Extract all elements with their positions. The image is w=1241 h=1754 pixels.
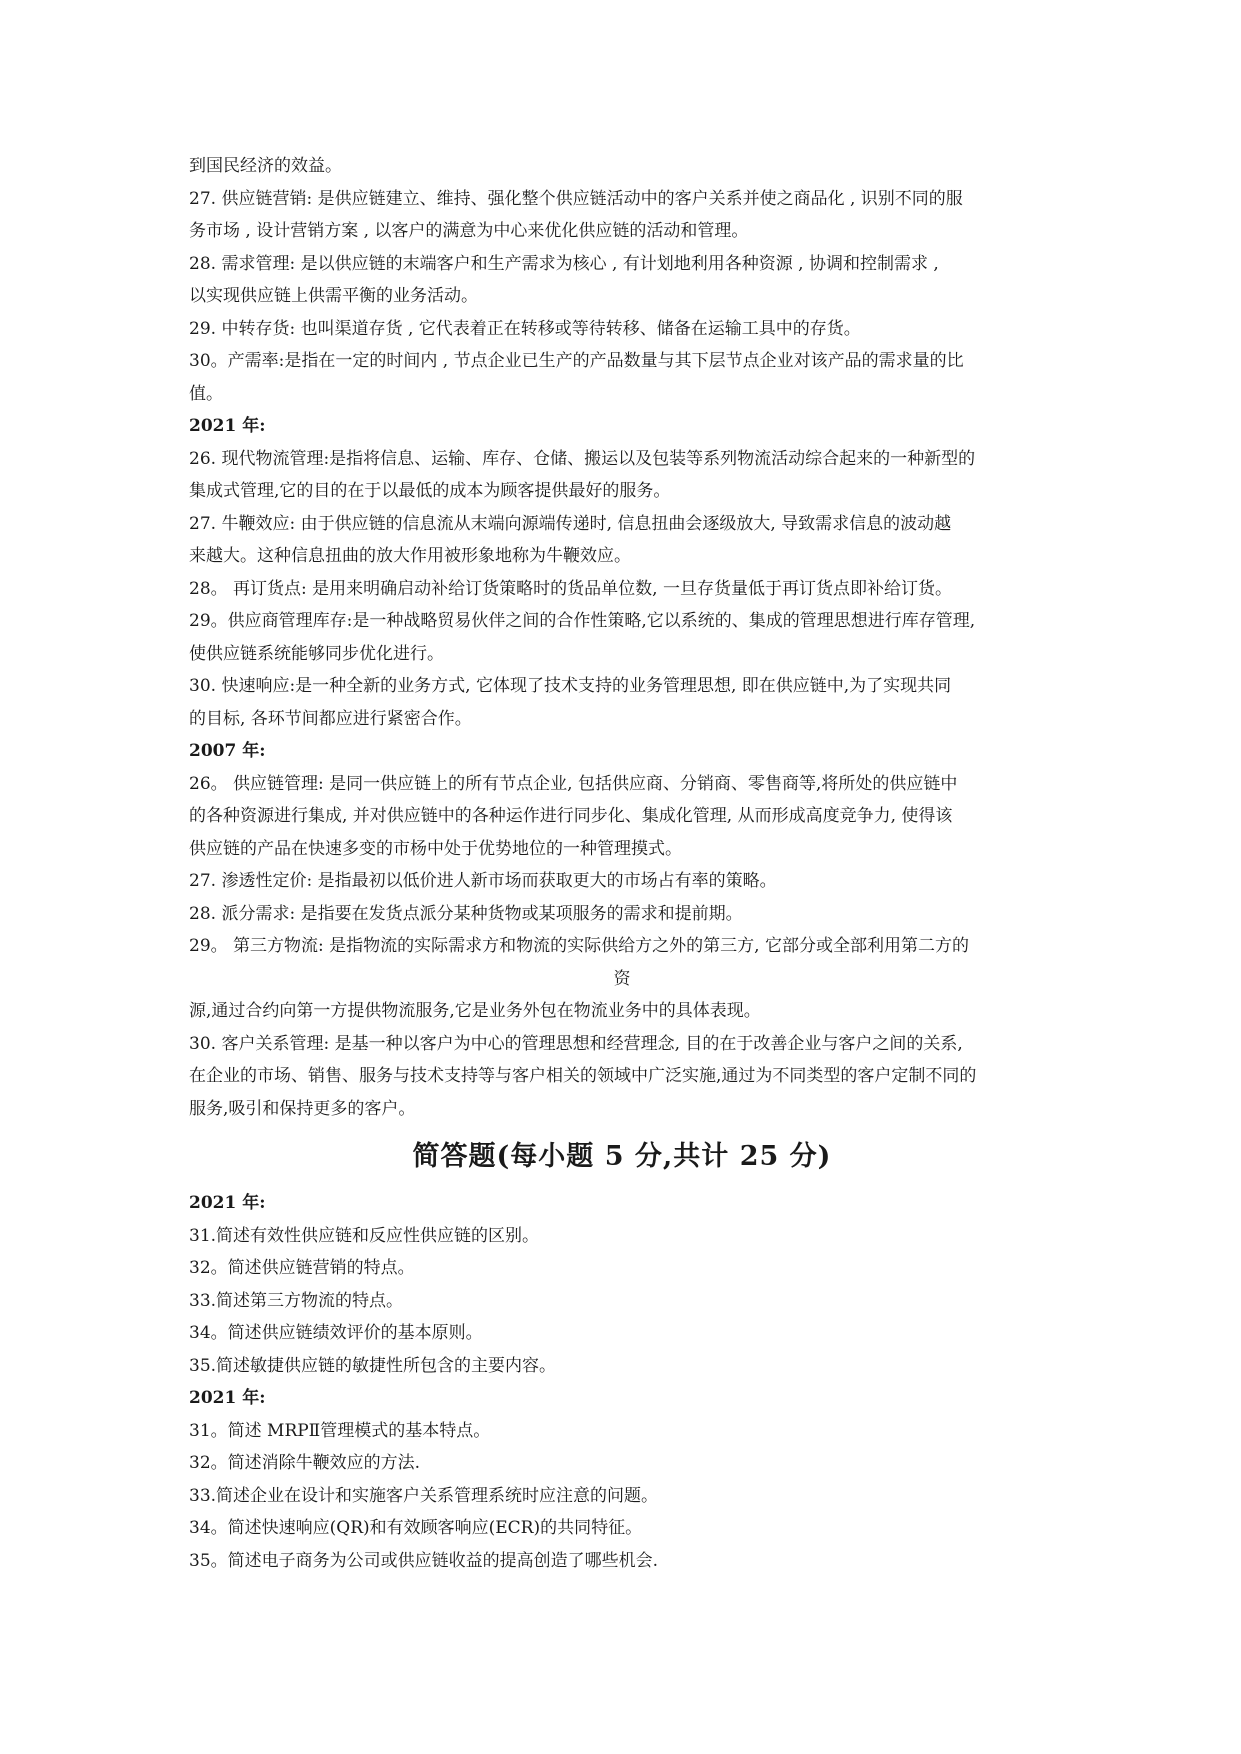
document-body (189, 150, 1055, 1577)
year-heading: 2007 年: (189, 741, 266, 761)
year-heading: 2021 年: (189, 1388, 266, 1408)
text-line: 以实现供应链上供需平衡的业务活动。 (189, 286, 478, 306)
text-line: 27. 供应链营销: 是供应链建立、维持、强化整个供应链活动中的客户关系并使之商品化 , 识别不同的服 (189, 188, 963, 209)
text-line: 值。 (189, 383, 223, 404)
text-line: 30。产需率:是指在一定的时间内 , 节点企业已生产的产品数量与其下层节点企业对该产品的需求量的比 (189, 351, 964, 371)
text-line: 服务,吸引和保持更多的客户。 (189, 1098, 416, 1119)
wrapped-character: 资 (613, 968, 631, 989)
question-item: 33.简述第三方物流的特点。 (189, 1290, 404, 1311)
question-item: 32。简述供应链营销的特点。 (189, 1258, 415, 1278)
text-line: 29。供应商管理库存:是一种战略贸易伙伴之间的合作性策略,它以系统的、集成的管理思想进行库存管理, (189, 611, 976, 631)
text-line: 29. 中转存货: 也叫渠道存货 , 它代表着正在转移或等待转移、储备在运输工具中的存货。 (189, 318, 861, 339)
text-line: 28. 需求管理: 是以供应链的末端客户和生产需求为核心 , 有计划地利用各种资源 , 协调和控制需求 , (189, 253, 939, 274)
text-line: 26. 现代物流管理:是指将信息、运输、库存、仓储、搬运以及包装等系列物流活动综合起来的一种新型的 (189, 448, 976, 469)
text-line: 27. 渗透性定价: 是指最初以低价进人新市场而获取更大的市场占有率的策略。 (189, 871, 777, 891)
question-item: 34。简述快速响应(QR)和有效顾客响应(ECR)的共同特征。 (189, 1518, 643, 1538)
text-line: 供应链的产品在快速多变的市杨中处于优势地位的一种管理摸式。 (189, 838, 682, 859)
text-line: 到国民经济的效益。 (189, 156, 342, 176)
text-line: 务市场 , 设计营销方案 , 以客户的满意为中心来优化供应链的活动和管理。 (189, 221, 749, 241)
year-heading: 2021 年: (189, 1193, 266, 1213)
question-item: 33.简述企业在设计和实施客户关系管理系统时应注意的问题。 (189, 1485, 659, 1506)
text-line: 使供应链系统能够同步优化进行。 (189, 643, 444, 664)
year-heading: 2021 年: (189, 416, 266, 436)
text-line: 27. 牛鞭效应: 由于供应链的信息流从末端向源端传递时, 信息扭曲会逐级放大, 导致需求信息的波动越 (189, 513, 952, 534)
text-line: 源,通过合约向第一方提供物流服务,它是业务外包在物流业务中的具体表现。 (189, 1001, 761, 1021)
text-line: 的各种资源进行集成, 并对供应链中的各种运作进行同步化、集成化管理, 从而形成高度竞争力, 使得该 (189, 806, 953, 826)
text-line: 28。 再订货点: 是用来明确启动补给订货策略时的货品单位数, 一旦存货量低于再订货点即补给订货。 (189, 578, 952, 599)
text-line: 26。 供应链管理: 是同一供应链上的所有节点企业, 包括供应商、分销商、零售商等,将所处的供应链中 (189, 773, 958, 794)
question-item: 31.简述有效性供应链和反应性供应链的区别。 (189, 1225, 540, 1246)
text-line: 的目标, 各环节间都应进行紧密合作。 (189, 708, 472, 729)
question-item: 31。简述 MRPⅡ管理模式的基本特点。 (189, 1420, 491, 1441)
question-item: 35。简述电子商务为公司或供应链收益的提高创造了哪些机会. (189, 1550, 659, 1571)
text-line: 29。 第三方物流: 是指物流的实际需求方和物流的实际供给方之外的第三方, 它部分或全部利用第二方的 (189, 936, 969, 956)
text-line: 30. 快速响应:是一种全新的业务方式, 它体现了技术支持的业务管理思想, 即在供应链中,为了实现共同 (189, 676, 952, 696)
text-line: 28. 派分需求: 是指要在发货点派分某种货物或某项服务的需求和提前期。 (189, 903, 743, 924)
text-line: 30. 客户关系管理: 是基一种以客户为中心的管理思想和经营理念, 目的在于改善企业与客户之间的关系, (189, 1033, 963, 1054)
text-line: 集成式管理,它的目的在于以最低的成本为顾客提供最好的服务。 (189, 481, 671, 501)
question-item: 35.简述敏捷供应链的敏捷性所包含的主要内容。 (189, 1355, 557, 1376)
question-item: 32。简述消除牛鞭效应的方法. (189, 1453, 421, 1473)
question-item: 34。简述供应链绩效评价的基本原则。 (189, 1323, 483, 1343)
text-line: 在企业的市场、销售、服务与技术支持等与客户相关的领域中广泛实施,通过为不同类型的客户定制不同的 (189, 1066, 977, 1086)
text-line: 来越大。这种信息扭曲的放大作用被形象地称为牛鞭效应。 (189, 546, 631, 566)
section-title: 简答题(每小题 5 分,共计 25 分) (412, 1141, 832, 1172)
